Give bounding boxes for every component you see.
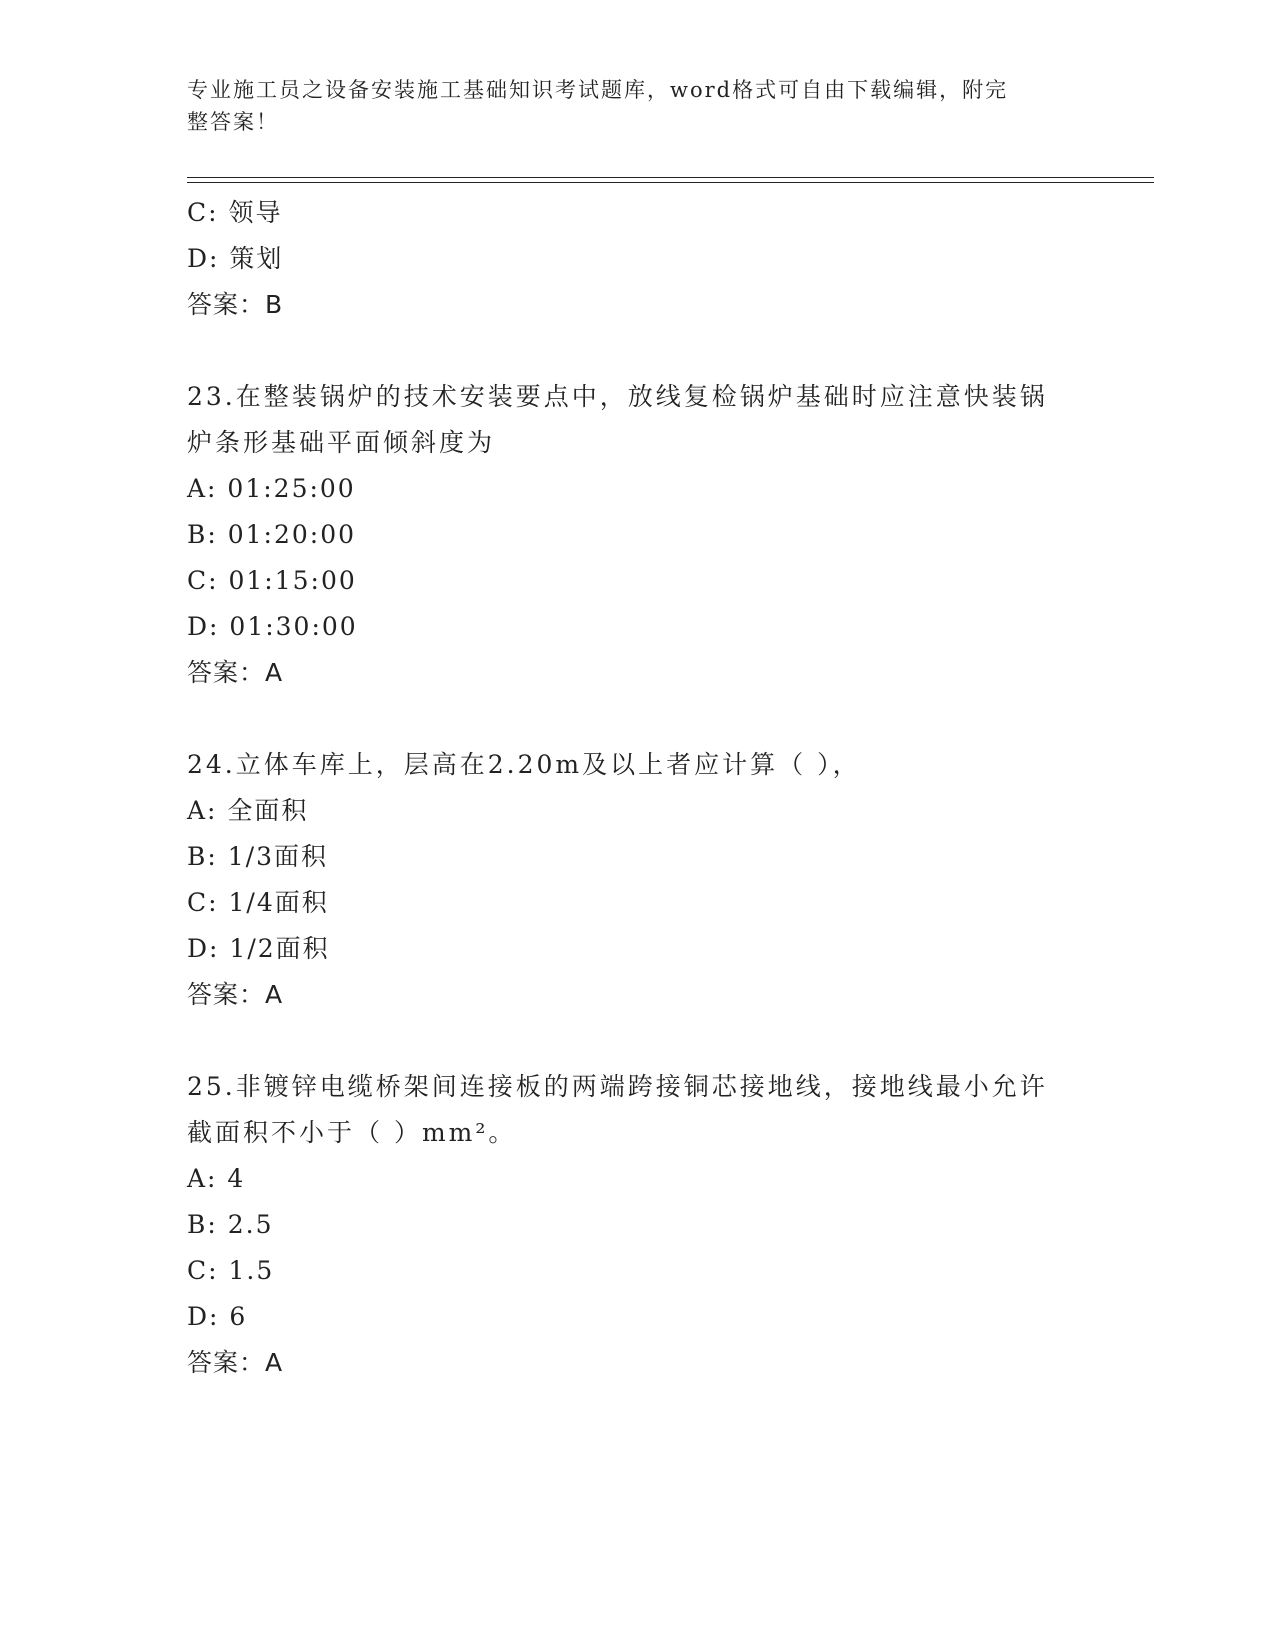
question-stem-line: 23.在整装锅炉的技术安装要点中，放线复检锅炉基础时应注意快装锅 bbox=[187, 382, 1048, 411]
option-c: C: 领导 bbox=[187, 198, 283, 227]
answer-line: 答案：A bbox=[187, 658, 284, 687]
option-c: C: 1/4面积 bbox=[187, 888, 329, 917]
option-d: D: 6 bbox=[187, 1302, 248, 1331]
header-line-1: 专业施工员之设备安装施工基础知识考试题库，word格式可自由下载编辑，附完 bbox=[187, 78, 1009, 102]
question-24 bbox=[187, 742, 1087, 1018]
option-b: B: 01:20:00 bbox=[187, 520, 357, 549]
option-a: A: 4 bbox=[187, 1164, 246, 1193]
option-c: C: 1.5 bbox=[187, 1256, 275, 1285]
header-rule-bottom bbox=[187, 182, 1154, 183]
answer-line: 答案：B bbox=[187, 290, 284, 319]
question-stem-line: 24.立体车库上，层高在2.20m及以上者应计算（ ）， bbox=[187, 750, 861, 779]
document-header bbox=[187, 74, 1067, 138]
option-b: B: 2.5 bbox=[187, 1210, 274, 1239]
question-stem-line: 炉条形基础平面倾斜度为 bbox=[187, 428, 496, 457]
question-22-tail bbox=[187, 190, 1087, 328]
question-23 bbox=[187, 374, 1087, 696]
option-d: D: 1/2面积 bbox=[187, 934, 330, 963]
option-a: A: 全面积 bbox=[187, 796, 309, 825]
answer-line: 答案：A bbox=[187, 1348, 284, 1377]
option-c: C: 01:15:00 bbox=[187, 566, 357, 595]
question-list bbox=[187, 190, 1087, 1386]
option-d: D: 01:30:00 bbox=[187, 612, 358, 641]
header-rule-top bbox=[187, 177, 1154, 178]
option-b: B: 1/3面积 bbox=[187, 842, 328, 871]
question-25 bbox=[187, 1064, 1087, 1386]
option-d: D: 策划 bbox=[187, 244, 284, 273]
header-line-2: 整答案！ bbox=[187, 110, 279, 134]
answer-line: 答案：A bbox=[187, 980, 284, 1009]
option-a: A: 01:25:00 bbox=[187, 474, 356, 503]
question-stem-line: 25.非镀锌电缆桥架间连接板的两端跨接铜芯接地线，接地线最小允许 bbox=[187, 1072, 1048, 1101]
question-stem-line: 截面积不小于（ ）mm²。 bbox=[187, 1118, 517, 1147]
